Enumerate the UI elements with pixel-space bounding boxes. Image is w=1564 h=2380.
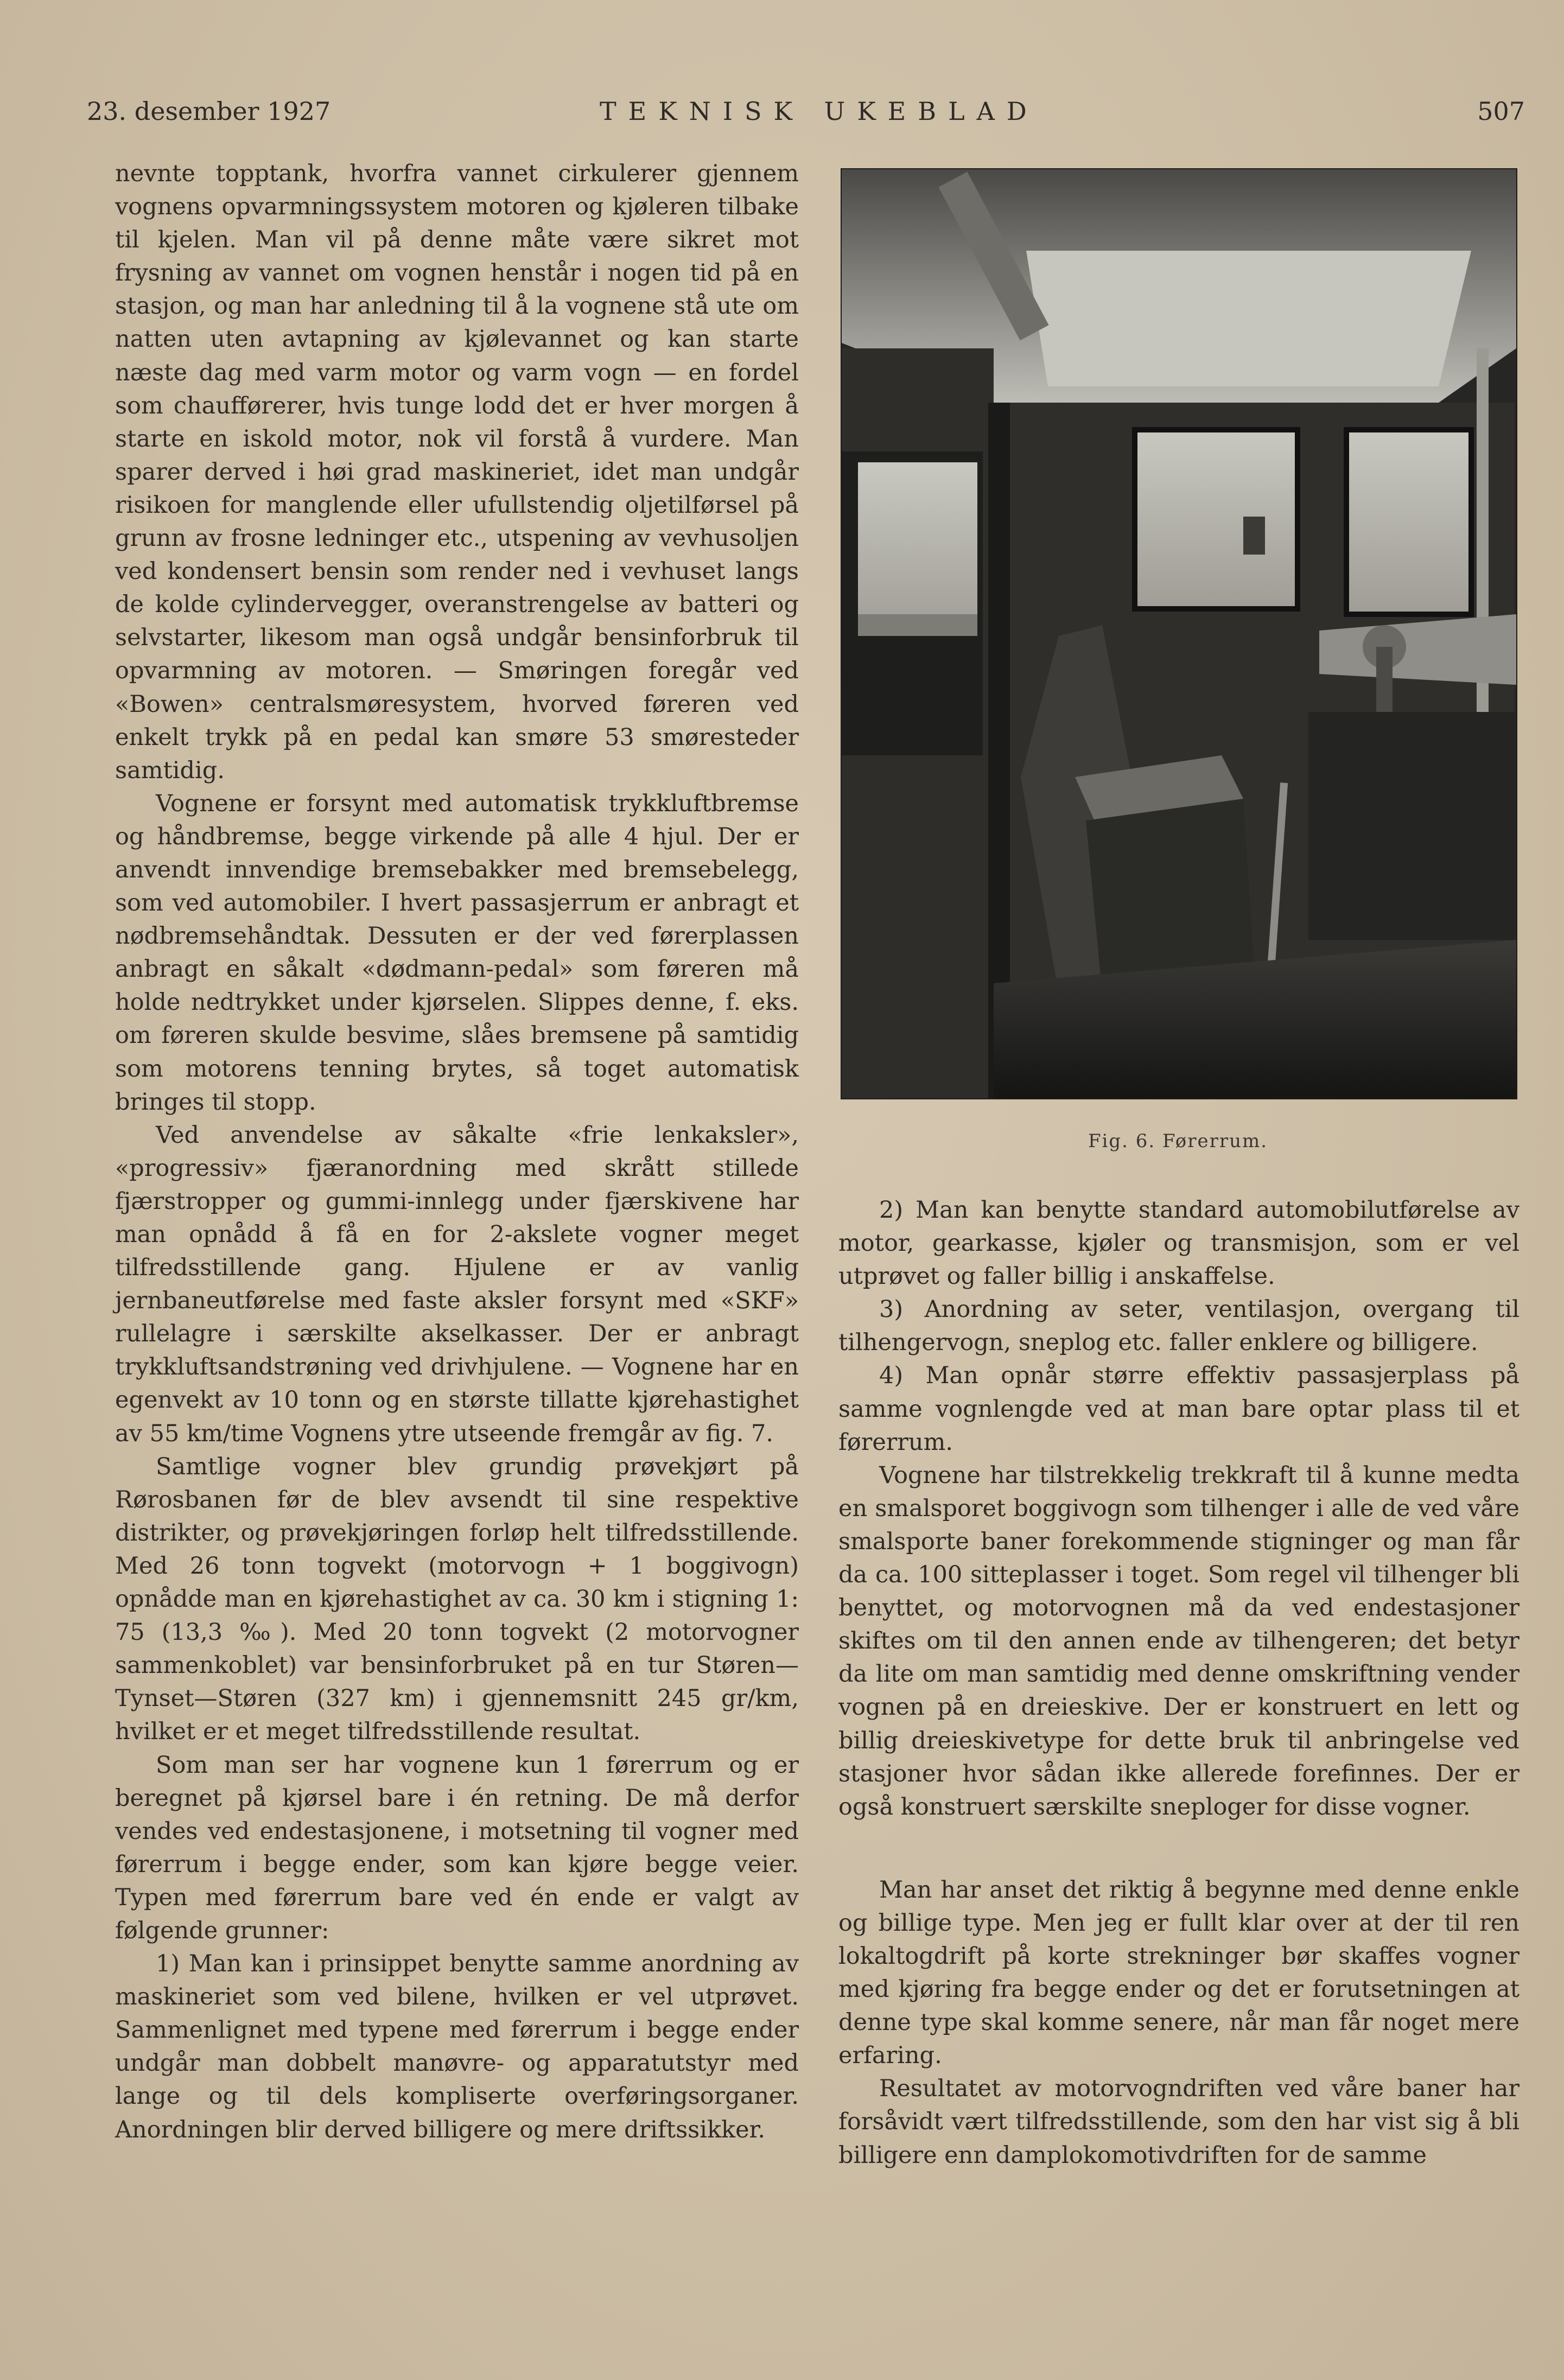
running-header (87, 97, 1525, 129)
paragraph: Resultatet av motorvogndriften ved våre baner har forsåvidt vært tilfredsstillende, som den har vist sig å bli billigere enn damplokomotivdriften for de samme (838, 2075, 1520, 2169)
paragraph: Vognene er forsynt med automatisk trykkluftbremse og håndbremse, begge virkende på alle 4 hjul. Der er anvendt innvendige bremsebakker med bremsebelegg, som ved automobiler. I hvert passasjerrum er anbragt et nødbremsehåndtak. Dessuten er der ved førerplassen anbragt en såkalt «dødmann-pedal» som føreren må holde nedtrykket under kjørselen. Slippes denne, f. eks. om føreren skulde besvime, slåes bremsene på samtidig som motorens tenning brytes, så toget automatisk bringes til stopp. (115, 790, 799, 1116)
right-column (838, 1194, 1520, 2172)
paragraph: 3) Anordning av seter, ventilasjon, overgang til tilhengervogn, sneplog etc. faller enklere og billigere. (838, 1296, 1520, 1357)
journal-title: TEKNISK UKEBLAD (600, 97, 1039, 126)
page-number: 507 (1477, 97, 1525, 126)
paragraph: Samtlige vogner blev grundig prøvekjørt på Rørosbanen før de blev avsendt til sine respektive distrikter, og prøvekjøringen forløp helt tilfredsstillende. Med 26 tonn togvekt (motorvogn + 1 boggivogn) opnådde man en kjørehastighet av ca. 30 km i stigning 1: 75 (13,3 ‰). Med 20 tonn togvekt (2 motorvogner sammenkoblet) var bensinforbruket på en tur Støren—Tynset—Støren (327 km) i gjennemsnitt 245 gr/km, hvilket er et meget tilfredsstillende resultat. (115, 1453, 799, 1746)
figure-photo (841, 168, 1517, 1099)
cab-interior-photo (842, 169, 1516, 1098)
figure-caption: Fig. 6. Førerrum. (1088, 1130, 1268, 1152)
paragraph: Som man ser har vognene kun 1 førerrum og er beregnet på kjørsel bare i én retning. De må derfor vendes ved endestasjonene, i motsetning til vogner med førerrum i begge ender, som kan kjøre begge veier. Typen med førerrum bare ved én ende er valgt av følgende grunner: (115, 1751, 799, 1944)
paragraph: Man har anset det riktig å begynne med denne enkle og billige type. Men jeg er fullt klar over at der til ren lokaltogdrift på korte strekninger bør skaffes vogner med kjøring fra begge ender og det er forutsetningen at denne type skal komme senere, når man får noget mere erfaring. (838, 1876, 1520, 2070)
paragraph: 1) Man kan i prinsippet benytte samme anordning av maskineriet som ved bilene, hvilken er vel utprøvet. Sammenlignet med typene med førerrum i begge ender undgår man dobbelt manøvre- og apparatutstyr med lange og til dels kompliserte overføringsorganer. Anordningen blir derved billigere og mere driftssikker. (115, 1950, 799, 2143)
left-column (115, 157, 799, 2147)
issue-date: 23. desember 1927 (87, 97, 331, 126)
paragraph: nevnte topptank, hvorfra vannet cirkulerer gjennem vognens opvarmningssystem motoren og kjøleren tilbake til kjelen. Man vil på denne måte være sikret mot frysning av vannet om vognen henstår i nogen tid på en stasjon, og man har anledning til å la vognene stå ute om natten uten avtapning av kjølevannet og kan starte næste dag med varm motor og varm vogn — en fordel som chaufførerer, hvis tunge lodd det er hver morgen å starte en iskold motor, nok vil forstå å vurdere. Man sparer derved i høi grad maskineriet, idet man undgår risikoen for manglende eller ufullstendig oljetilførsel på grunn av frosne ledninger etc., utspening av vevhusoljen ved kondensert bensin som render ned i vevhuset langs de kolde cylindervegger, overanstrengelse av batteri og selvstarter, likesom man også undgår bensinforbruk til opvarmning av motoren. — Smøringen foregår ved «Bowen» centralsmøresystem, hvorved føreren ved enkelt trykk på en pedal kan smøre 53 smøresteder samtidig. (115, 160, 799, 784)
paragraph: Vognene har tilstrekkelig trekkraft til å kunne medta en smalsporet boggivogn som tilhenger i alle de ved våre smalsporte baner forekommende stigninger og man får da ca. 100 sitteplasser i toget. Som regel vil tilhenger bli benyttet, og motorvognen må da ved endestasjoner skiftes om til den annen ende av tilhengeren; det betyr da lite om man samtidig med denne omskriftning vender vognen på en dreieskive. Der er konstruert en lett og billig dreieskivetype for dette bruk til anbringelse ved stasjoner hvor sådan ikke allerede forefinnes. Der er også konstruert særskilte sneploger for disse vogner. (838, 1461, 1520, 1821)
paragraph: Ved anvendelse av såkalte «frie lenkaksler», «progressiv» fjæranordning med skrått stillede fjærstropper og gummi-innlegg under fjærskivene har man opnådd å få en for 2-akslete vogner meget tilfredsstillende gang. Hjulene er av vanlig jernbaneutførelse med faste aksler forsynt med «SKF» rullelagre i særskilte akselkasser. Der er anbragt trykkluftsandstrøning ved drivhjulene. — Vognene har en egenvekt av 10 tonn og en største tillatte kjørehastighet av 55 km/time Vognens ytre utseende fremgår av fig. 7. (115, 1121, 799, 1447)
paragraph: 4) Man opnår større effektiv passasjerplass på samme vognlengde ved at man bare optar plass til et førerrum. (838, 1362, 1520, 1456)
paragraph: 2) Man kan benytte standard automobilutførelse av motor, gearkasse, kjøler og transmisjon, som er vel utprøvet og faller billig i anskaffelse. (838, 1197, 1520, 1290)
section-gap (838, 1824, 1520, 1874)
